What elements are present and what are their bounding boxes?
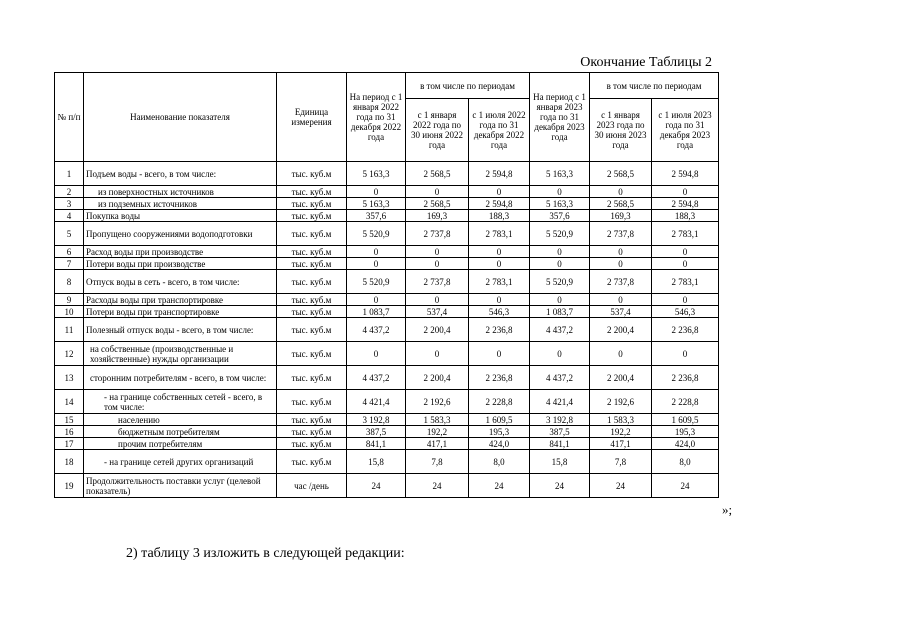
value-cell: 546,3 bbox=[469, 306, 530, 318]
indicator-name: сторонним потребителям - всего, в том числе: bbox=[84, 366, 277, 390]
indicator-name: Подъем воды - всего, в том числе: bbox=[84, 162, 277, 186]
unit-cell: тыс. куб.м bbox=[277, 306, 347, 318]
value-cell: 0 bbox=[469, 294, 530, 306]
row-number: 14 bbox=[55, 390, 84, 414]
unit-cell: тыс. куб.м bbox=[277, 366, 347, 390]
header-including-2023: в том числе по периодам bbox=[590, 73, 719, 99]
value-cell: 5 163,3 bbox=[347, 198, 406, 210]
row-number: 1 bbox=[55, 162, 84, 186]
value-cell: 2 236,8 bbox=[469, 318, 530, 342]
value-cell: 5 520,9 bbox=[347, 222, 406, 246]
value-cell: 387,5 bbox=[530, 426, 590, 438]
value-cell: 0 bbox=[347, 246, 406, 258]
value-cell: 417,1 bbox=[590, 438, 652, 450]
value-cell: 2 200,4 bbox=[406, 318, 469, 342]
value-cell: 2 200,4 bbox=[590, 366, 652, 390]
value-cell: 4 437,2 bbox=[530, 366, 590, 390]
value-cell: 0 bbox=[652, 246, 719, 258]
value-cell: 2 192,6 bbox=[590, 390, 652, 414]
value-cell: 357,6 bbox=[347, 210, 406, 222]
value-cell: 2 568,5 bbox=[406, 198, 469, 210]
value-cell: 0 bbox=[590, 342, 652, 366]
value-cell: 4 437,2 bbox=[530, 318, 590, 342]
value-cell: 841,1 bbox=[347, 438, 406, 450]
header-period-2023: На период с 1 января 2023 года по 31 декабря 2023 года bbox=[530, 73, 590, 162]
header-num: № п/п bbox=[55, 73, 84, 162]
value-cell: 24 bbox=[347, 474, 406, 498]
row-number: 8 bbox=[55, 270, 84, 294]
data-table bbox=[54, 72, 719, 498]
unit-cell: тыс. куб.м bbox=[277, 222, 347, 246]
unit-cell: тыс. куб.м bbox=[277, 426, 347, 438]
value-cell: 0 bbox=[469, 186, 530, 198]
value-cell: 0 bbox=[406, 186, 469, 198]
value-cell: 3 192,8 bbox=[347, 414, 406, 426]
table-row bbox=[55, 246, 719, 258]
table-row bbox=[55, 366, 719, 390]
value-cell: 2 236,8 bbox=[469, 366, 530, 390]
value-cell: 24 bbox=[530, 474, 590, 498]
value-cell: 424,0 bbox=[652, 438, 719, 450]
value-cell: 24 bbox=[652, 474, 719, 498]
value-cell: 2 783,1 bbox=[469, 270, 530, 294]
value-cell: 0 bbox=[530, 246, 590, 258]
header-unit: Единица измерения bbox=[277, 73, 347, 162]
value-cell: 195,3 bbox=[469, 426, 530, 438]
unit-cell: тыс. куб.м bbox=[277, 270, 347, 294]
value-cell: 1 609,5 bbox=[652, 414, 719, 426]
value-cell: 0 bbox=[590, 246, 652, 258]
value-cell: 0 bbox=[590, 258, 652, 270]
value-cell: 0 bbox=[406, 258, 469, 270]
value-cell: 537,4 bbox=[590, 306, 652, 318]
value-cell: 2 200,4 bbox=[590, 318, 652, 342]
value-cell: 15,8 bbox=[530, 450, 590, 474]
unit-cell: тыс. куб.м bbox=[277, 318, 347, 342]
value-cell: 2 200,4 bbox=[406, 366, 469, 390]
value-cell: 0 bbox=[347, 342, 406, 366]
value-cell: 2 568,5 bbox=[406, 162, 469, 186]
value-cell: 0 bbox=[530, 258, 590, 270]
table-row bbox=[55, 438, 719, 450]
value-cell: 0 bbox=[347, 186, 406, 198]
value-cell: 417,1 bbox=[406, 438, 469, 450]
unit-cell: тыс. куб.м bbox=[277, 342, 347, 366]
header-including-2022: в том числе по периодам bbox=[406, 73, 530, 99]
value-cell: 2 594,8 bbox=[652, 198, 719, 210]
value-cell: 1 083,7 bbox=[347, 306, 406, 318]
value-cell: 537,4 bbox=[406, 306, 469, 318]
value-cell: 24 bbox=[590, 474, 652, 498]
value-cell: 0 bbox=[406, 294, 469, 306]
value-cell: 24 bbox=[406, 474, 469, 498]
row-number: 13 bbox=[55, 366, 84, 390]
value-cell: 0 bbox=[652, 294, 719, 306]
table-row bbox=[55, 258, 719, 270]
unit-cell: тыс. куб.м bbox=[277, 186, 347, 198]
row-number: 16 bbox=[55, 426, 84, 438]
indicator-name: Потери воды при транспортировке bbox=[84, 306, 277, 318]
value-cell: 7,8 bbox=[406, 450, 469, 474]
value-cell: 0 bbox=[590, 186, 652, 198]
value-cell: 188,3 bbox=[469, 210, 530, 222]
value-cell: 0 bbox=[530, 342, 590, 366]
unit-cell: час /день bbox=[277, 474, 347, 498]
row-number: 17 bbox=[55, 438, 84, 450]
unit-cell: тыс. куб.м bbox=[277, 438, 347, 450]
value-cell: 2 783,1 bbox=[652, 270, 719, 294]
value-cell: 4 437,2 bbox=[347, 318, 406, 342]
header-2023-h2: с 1 июля 2023 года по 31 декабря 2023 года bbox=[652, 99, 719, 162]
indicator-name: Пропущено сооружениями водоподготовки bbox=[84, 222, 277, 246]
value-cell: 1 583,3 bbox=[590, 414, 652, 426]
indicator-name: Потери воды при производстве bbox=[84, 258, 277, 270]
table-row bbox=[55, 318, 719, 342]
value-cell: 2 594,8 bbox=[652, 162, 719, 186]
value-cell: 3 192,8 bbox=[530, 414, 590, 426]
value-cell: 15,8 bbox=[347, 450, 406, 474]
unit-cell: тыс. куб.м bbox=[277, 294, 347, 306]
row-number: 12 bbox=[55, 342, 84, 366]
value-cell: 192,2 bbox=[590, 426, 652, 438]
value-cell: 2 236,8 bbox=[652, 366, 719, 390]
value-cell: 8,0 bbox=[652, 450, 719, 474]
value-cell: 2 228,8 bbox=[652, 390, 719, 414]
unit-cell: тыс. куб.м bbox=[277, 246, 347, 258]
value-cell: 0 bbox=[652, 258, 719, 270]
value-cell: 2 783,1 bbox=[469, 222, 530, 246]
indicator-name: Продолжительность поставки услуг (целевой показатель) bbox=[84, 474, 277, 498]
value-cell: 188,3 bbox=[652, 210, 719, 222]
indicator-name: Расходы воды при транспортировке bbox=[84, 294, 277, 306]
value-cell: 0 bbox=[469, 246, 530, 258]
header-2022-h1: с 1 января 2022 года по 30 июня 2022 года bbox=[406, 99, 469, 162]
row-number: 2 bbox=[55, 186, 84, 198]
row-number: 9 bbox=[55, 294, 84, 306]
indicator-name: на собственные (производственные и хозяйственные) нужды организации bbox=[84, 342, 277, 366]
value-cell: 2 737,8 bbox=[590, 270, 652, 294]
value-cell: 5 520,9 bbox=[347, 270, 406, 294]
table-row bbox=[55, 186, 719, 198]
unit-cell: тыс. куб.м bbox=[277, 162, 347, 186]
value-cell: 2 737,8 bbox=[406, 270, 469, 294]
indicator-name: - на границе сетей других организаций bbox=[84, 450, 277, 474]
table-caption: Окончание Таблицы 2 bbox=[580, 55, 712, 70]
table-row bbox=[55, 426, 719, 438]
value-cell: 5 163,3 bbox=[347, 162, 406, 186]
row-number: 7 bbox=[55, 258, 84, 270]
value-cell: 2 228,8 bbox=[469, 390, 530, 414]
value-cell: 2 192,6 bbox=[406, 390, 469, 414]
unit-cell: тыс. куб.м bbox=[277, 414, 347, 426]
row-number: 11 bbox=[55, 318, 84, 342]
row-number: 10 bbox=[55, 306, 84, 318]
unit-cell: тыс. куб.м bbox=[277, 390, 347, 414]
value-cell: 0 bbox=[469, 258, 530, 270]
row-number: 15 bbox=[55, 414, 84, 426]
value-cell: 24 bbox=[469, 474, 530, 498]
value-cell: 0 bbox=[652, 342, 719, 366]
value-cell: 4 437,2 bbox=[347, 366, 406, 390]
table-row bbox=[55, 162, 719, 186]
table-row bbox=[55, 450, 719, 474]
value-cell: 2 594,8 bbox=[469, 198, 530, 210]
indicator-name: Расход воды при производстве bbox=[84, 246, 277, 258]
value-cell: 0 bbox=[530, 294, 590, 306]
value-cell: 0 bbox=[347, 258, 406, 270]
value-cell: 8,0 bbox=[469, 450, 530, 474]
row-number: 18 bbox=[55, 450, 84, 474]
indicator-name: - на границе собственных сетей - всего, в том числе: bbox=[84, 390, 277, 414]
value-cell: 4 421,4 bbox=[347, 390, 406, 414]
value-cell: 2 236,8 bbox=[652, 318, 719, 342]
value-cell: 2 568,5 bbox=[590, 162, 652, 186]
table-row bbox=[55, 222, 719, 246]
value-cell: 357,6 bbox=[530, 210, 590, 222]
value-cell: 2 783,1 bbox=[652, 222, 719, 246]
table-row bbox=[55, 306, 719, 318]
indicator-name: Покупка воды bbox=[84, 210, 277, 222]
value-cell: 7,8 bbox=[590, 450, 652, 474]
table-row bbox=[55, 342, 719, 366]
value-cell: 1 083,7 bbox=[530, 306, 590, 318]
unit-cell: тыс. куб.м bbox=[277, 450, 347, 474]
indicator-name: бюджетным потребителям bbox=[84, 426, 277, 438]
table-row bbox=[55, 270, 719, 294]
indicator-name: Отпуск воды в сеть - всего, в том числе: bbox=[84, 270, 277, 294]
value-cell: 4 421,4 bbox=[530, 390, 590, 414]
value-cell: 0 bbox=[347, 294, 406, 306]
value-cell: 2 737,8 bbox=[406, 222, 469, 246]
value-cell: 0 bbox=[652, 186, 719, 198]
header-name: Наименование показателя bbox=[84, 73, 277, 162]
table-body bbox=[55, 162, 719, 498]
value-cell: 192,2 bbox=[406, 426, 469, 438]
header-period-2022: На период с 1 января 2022 года по 31 декабря 2022 года bbox=[347, 73, 406, 162]
indicator-name: населению bbox=[84, 414, 277, 426]
row-number: 6 bbox=[55, 246, 84, 258]
unit-cell: тыс. куб.м bbox=[277, 258, 347, 270]
row-number: 19 bbox=[55, 474, 84, 498]
row-number: 4 bbox=[55, 210, 84, 222]
closing-quote: »; bbox=[722, 502, 733, 517]
value-cell: 841,1 bbox=[530, 438, 590, 450]
indicator-name: прочим потребителям bbox=[84, 438, 277, 450]
table-row bbox=[55, 474, 719, 498]
unit-cell: тыс. куб.м bbox=[277, 210, 347, 222]
paragraph-text: 2) таблицу 3 изложить в следующей редакции: bbox=[126, 546, 405, 561]
header-2023-h1: с 1 января 2023 года по 30 июня 2023 года bbox=[590, 99, 652, 162]
value-cell: 424,0 bbox=[469, 438, 530, 450]
value-cell: 0 bbox=[590, 294, 652, 306]
value-cell: 1 583,3 bbox=[406, 414, 469, 426]
value-cell: 546,3 bbox=[652, 306, 719, 318]
indicator-name: из поверхностных источников bbox=[84, 186, 277, 198]
value-cell: 5 520,9 bbox=[530, 222, 590, 246]
value-cell: 2 594,8 bbox=[469, 162, 530, 186]
value-cell: 195,3 bbox=[652, 426, 719, 438]
value-cell: 5 163,3 bbox=[530, 198, 590, 210]
table-row bbox=[55, 198, 719, 210]
unit-cell: тыс. куб.м bbox=[277, 198, 347, 210]
indicator-name: из подземных источников bbox=[84, 198, 277, 210]
value-cell: 5 163,3 bbox=[530, 162, 590, 186]
table-row bbox=[55, 390, 719, 414]
value-cell: 169,3 bbox=[406, 210, 469, 222]
table-row bbox=[55, 210, 719, 222]
value-cell: 5 520,9 bbox=[530, 270, 590, 294]
value-cell: 0 bbox=[530, 186, 590, 198]
table-row bbox=[55, 294, 719, 306]
value-cell: 2 568,5 bbox=[590, 198, 652, 210]
value-cell: 0 bbox=[406, 246, 469, 258]
row-number: 3 bbox=[55, 198, 84, 210]
header-2022-h2: с 1 июля 2022 года по 31 декабря 2022 года bbox=[469, 99, 530, 162]
indicator-name: Полезный отпуск воды - всего, в том числе: bbox=[84, 318, 277, 342]
value-cell: 169,3 bbox=[590, 210, 652, 222]
row-number: 5 bbox=[55, 222, 84, 246]
value-cell: 0 bbox=[469, 342, 530, 366]
value-cell: 387,5 bbox=[347, 426, 406, 438]
value-cell: 2 737,8 bbox=[590, 222, 652, 246]
table-row bbox=[55, 414, 719, 426]
value-cell: 1 609,5 bbox=[469, 414, 530, 426]
value-cell: 0 bbox=[406, 342, 469, 366]
